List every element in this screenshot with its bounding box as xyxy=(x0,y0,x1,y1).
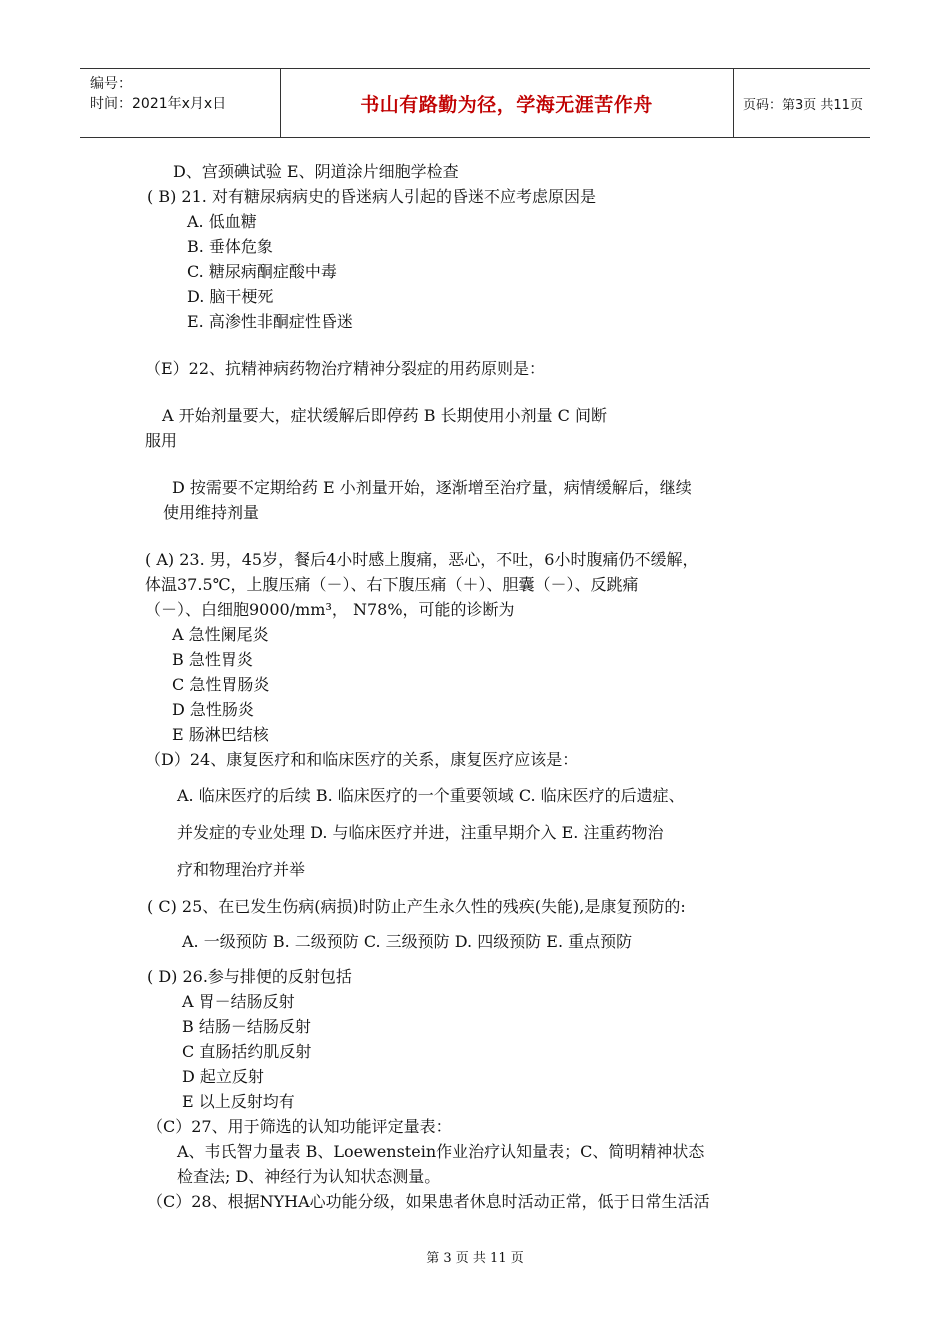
header-meta xyxy=(80,69,281,137)
question-28: （C）28、根据NYHA心功能分级，如果患者休息时活动正常，低于日常生活活 xyxy=(147,1192,710,1211)
document-number-label: 编号： xyxy=(90,76,132,92)
option-line: A. 低血糖 xyxy=(187,212,257,231)
option-line: B. 垂体危象 xyxy=(187,237,273,256)
header-page-cell xyxy=(733,69,870,137)
option-line: B 急性胃炎 xyxy=(172,650,253,669)
option-line: 使用维持剂量 xyxy=(163,503,260,522)
option-line: D. 脑干梗死 xyxy=(187,287,274,306)
question-27: （C）27、用于筛选的认知功能评定量表： xyxy=(147,1117,452,1136)
document-date-label: 时间：2021年x月x日 xyxy=(90,96,227,112)
text-line: 体温37.5℃，上腹压痛（－）、右下腹压痛（＋）、胆囊（－）、反跳痛 xyxy=(145,575,639,594)
option-line: E. 高渗性非酮症性昏迷 xyxy=(187,312,353,331)
question-22: （E）22、抗精神病药物治疗精神分裂症的用药原则是： xyxy=(145,359,546,378)
text-line: D、宫颈碘试验 E、阴道涂片细胞学检查 xyxy=(173,162,459,181)
option-line: A 急性阑尾炎 xyxy=(172,625,269,644)
option-line: 检查法; D、神经行为认知状态测量。 xyxy=(177,1167,441,1186)
header-motto: 书山有路勤为径，学海无涯苦作舟 xyxy=(360,93,653,116)
option-line: 服用 xyxy=(145,431,178,450)
option-line: 疗和物理治疗并举 xyxy=(177,860,306,879)
option-line: D 按需要不定期给药 E 小剂量开始，逐渐增至治疗量，病情缓解后，继续 xyxy=(172,478,692,497)
option-line: A、韦氏智力量表 B、Loewenstein作业治疗认知量表；C、简明精神状态 xyxy=(177,1142,705,1161)
page-footer: 第 3 页 共 11 页 xyxy=(426,1251,524,1266)
question-26: ( D) 26.参与排便的反射包括 xyxy=(147,967,352,986)
option-line: C 直肠括约肌反射 xyxy=(182,1042,312,1061)
text-line: （－）、白细胞9000/mm³， N78%，可能的诊断为 xyxy=(145,600,515,619)
header-page-info: 页码：第3页 共11页 xyxy=(743,97,863,113)
option-line: B 结肠－结肠反射 xyxy=(182,1017,311,1036)
option-line: A. 临床医疗的后续 B. 临床医疗的一个重要领域 C. 临床医疗的后遗症、 xyxy=(177,786,685,805)
header-motto-cell xyxy=(280,69,734,137)
question-21: ( B) 21. 对有糖尿病病史的昏迷病人引起的昏迷不应考虑原因是 xyxy=(147,187,596,206)
option-line: D 起立反射 xyxy=(182,1067,264,1086)
option-line: D 急性肠炎 xyxy=(172,700,254,719)
option-line: C 急性胃肠炎 xyxy=(172,675,270,694)
option-line: A 开始剂量要大，症状缓解后即停药 B 长期使用小剂量 C 间断 xyxy=(162,406,607,425)
option-line: C. 糖尿病酮症酸中毒 xyxy=(187,262,337,281)
question-25: ( C) 25、在已发生伤病(病损)时防止产生永久性的残疾(失能),是康复预防的: xyxy=(147,897,686,916)
page-header xyxy=(80,68,870,138)
option-line: 并发症的专业处理 D. 与临床医疗并进，注重早期介入 E. 注重药物治 xyxy=(177,823,664,842)
option-line: E 肠淋巴结核 xyxy=(172,725,269,744)
option-line: E 以上反射均有 xyxy=(182,1092,295,1111)
option-line: A 胃－结肠反射 xyxy=(182,992,295,1011)
question-24: （D）24、康复医疗和和临床医疗的关系，康复医疗应该是： xyxy=(145,750,579,769)
option-line: A. 一级预防 B. 二级预防 C. 三级预防 D. 四级预防 E. 重点预防 xyxy=(182,932,633,951)
question-23: ( A) 23. 男，45岁，餐后4小时感上腹痛，恶心，不吐，6小时腹痛仍不缓解， xyxy=(145,550,699,569)
